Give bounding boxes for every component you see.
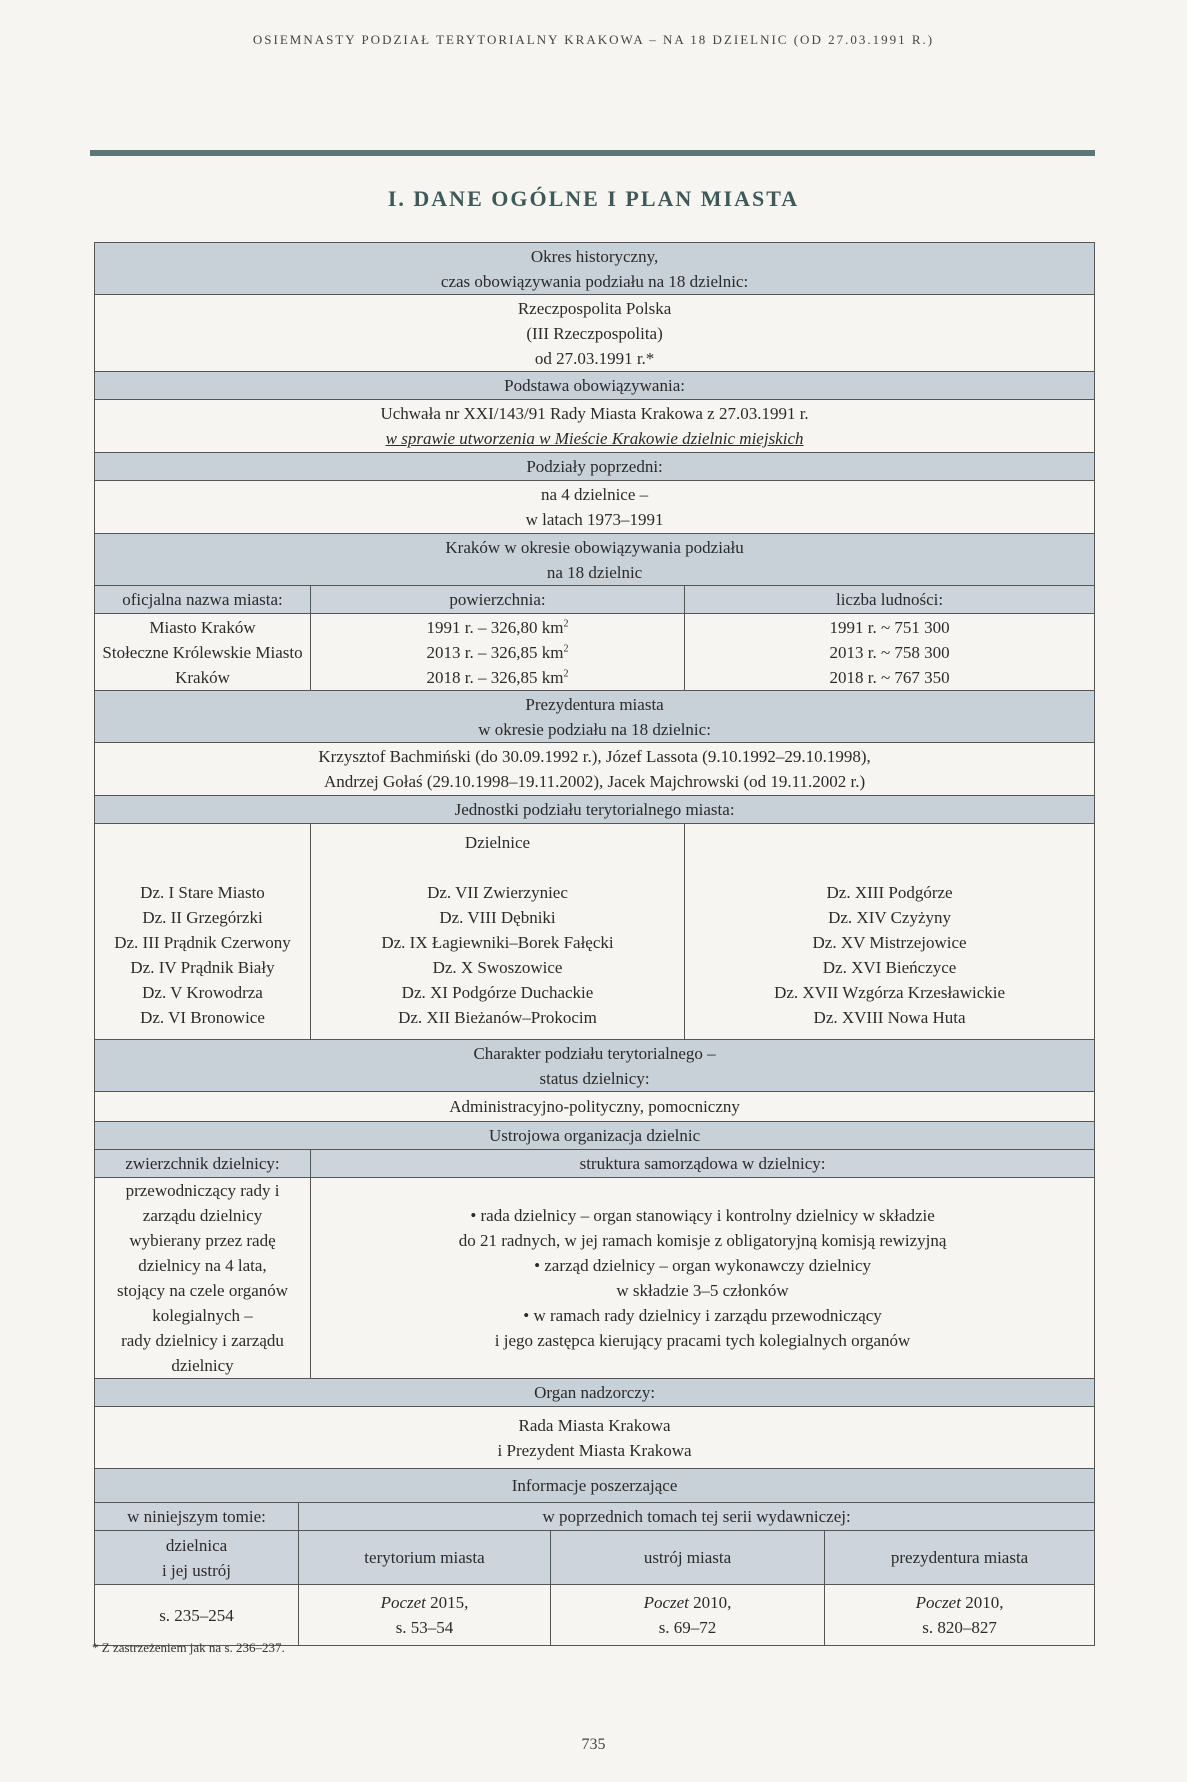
prezydentura-value: Krzysztof Bachmiński (do 30.09.1992 r.), Józef Lassota (9.10.1992–29.10.1998), Andrzej Gołaś (29.10.1998–19.11.2002), Jacek Majchrowski (od 19.11.2002 r.) (95, 743, 1095, 796)
krakow-name-header: oficjalna nazwa miasta: (95, 586, 311, 614)
list-item: Dz. XI Podgórze Duchackie (401, 983, 594, 1002)
list-item: Dz. VI Bronowice (140, 1008, 265, 1027)
prezydentura-tom-header: prezydentura miasta (825, 1531, 1095, 1585)
ustroj-value: Poczet 2010, s. 69–72 (551, 1585, 825, 1646)
podstawa-value: Uchwała nr XXI/143/91 Rady Miasta Krakowa z 27.03.1991 r. w sprawie utworzenia w Mieście Krakowie dzielnic miejskich (95, 400, 1095, 453)
podzialy-header: Podziały poprzedni: (95, 453, 1095, 481)
list-item: Dz. XIII Podgórze (826, 883, 953, 902)
krakow-area-value: 1991 r. – 326,80 $km^2$ 2013 r. – 326,85 $km^2$ 2018 r. – 326,85 $km^2$ (311, 614, 685, 691)
charakter-value: Administracyjno-polityczny, pomocniczny (95, 1092, 1095, 1122)
list-item: Dz. V Krowodrza (142, 983, 263, 1002)
zwierzchnik-value: przewodniczący rady i zarządu dzielnicy wybierany przez radę dzielnicy na 4 lata, stojący na czele organów kolegialnych – rady dzielnicy i zarządu dzielnicy (95, 1178, 311, 1379)
list-item: Dz. III Prądnik Czerwony (114, 933, 291, 952)
list-item: Dz. XIV Czyżyny (828, 908, 952, 927)
list-item: Dz. XVIII Nowa Huta (813, 1008, 966, 1027)
list-item: Dz. XVII Wzgórza Krzesławickie (774, 983, 1006, 1002)
jednostki-header: Jednostki podziału terytorialnego miasta: (95, 796, 1095, 824)
dzielnica-ustroj-value: s. 235–254 (95, 1585, 299, 1646)
list-item: Dz. XII Bieżanów–Prokocim (398, 1008, 597, 1027)
krakow-header: Kraków w okresie obowiązywania podziału na 18 dzielnic (95, 534, 1095, 586)
ustroj-header: ustrój miasta (551, 1531, 825, 1585)
jednostki-col3 (685, 824, 1095, 1040)
krakow-pop-header: liczba ludności: (685, 586, 1095, 614)
prezydentura-header: Prezydentura miasta w okresie podziału na 18 dzielnic: (95, 691, 1095, 743)
organ-value: Rada Miasta Krakowa i Prezydent Miasta Krakowa (95, 1407, 1095, 1469)
terytorium-value: Poczet 2015, s. 53–54 (299, 1585, 551, 1646)
informacje-header: Informacje poszerzające (95, 1469, 1095, 1503)
dzielnica-ustroj-header: dzielnica i jej ustrój (95, 1531, 299, 1585)
jednostki-col1 (95, 824, 311, 1040)
podstawa-header: Podstawa obowiązywania: (95, 372, 1095, 400)
charakter-header: Charakter podziału terytorialnego – status dzielnicy: (95, 1040, 1095, 1092)
podzialy-value: na 4 dzielnice – w latach 1973–1991 (95, 481, 1095, 534)
krakow-pop-value: 1991 r. ~ 751 300 2013 r. ~ 758 300 2018 r. ~ 767 350 (685, 614, 1095, 691)
struktura-value: • rada dzielnicy – organ stanowiący i kontrolny dzielnicy w składzie do 21 radnych, w jej ramach komisje z obligatoryjną komisją rewizyjną • zarząd dzielnicy – organ wykonawczy dzielnicy w składzie 3–5 członków • w ramach rady dzielnicy i zarządu przewodniczący i jego zastępca kierujący pracami tych kolegialnych organów (311, 1178, 1095, 1379)
list-item: Dz. VIII Dębniki (439, 908, 556, 927)
zwierzchnik-header: zwierzchnik dzielnicy: (95, 1150, 311, 1178)
prezydentura-tom-value: Poczet 2010, s. 820–827 (825, 1585, 1095, 1646)
list-item: Dz. IX Łagiewniki–Borek Fałęcki (381, 933, 614, 952)
niniejszy-tom-header: w niniejszym tomie: (95, 1503, 299, 1531)
krakow-name-value: Miasto Kraków Stołeczne Królewskie Miasto Kraków (95, 614, 311, 691)
list-item: Dz. VII Zwierzyniec (427, 883, 568, 902)
list-item: Dz. X Swoszowice (432, 958, 563, 977)
header-rule (90, 150, 1095, 156)
okres-header: Okres historyczny, czas obowiązywania podziału na 18 dzielnic: (95, 243, 1095, 295)
struktura-header: struktura samorządowa w dzielnicy: (311, 1150, 1095, 1178)
list-item: Dz. XV Mistrzejowice (812, 933, 967, 952)
list-item: Dz. II Grzegórzki (142, 908, 263, 927)
jednostki-col2 (311, 824, 685, 1040)
running-header: OSIEMNASTY PODZIAŁ TERYTORIALNY KRAKOWA – NA 18 DZIELNIC (OD 27.03.1991 R.) (252, 32, 935, 47)
krakow-area-header: powierzchnia: (311, 586, 685, 614)
section-title: I. DANE OGÓLNE I PLAN MIASTA (387, 186, 800, 211)
okres-value: Rzeczpospolita Polska (III Rzeczpospolita) od 27.03.1991 r.* (95, 295, 1095, 372)
ustrojowa-header: Ustrojowa organizacja dzielnic (95, 1122, 1095, 1150)
info-table (94, 242, 1095, 1646)
list-item: Dz. IV Prądnik Biały (130, 958, 275, 977)
list-item: Dz. I Stare Miasto (140, 883, 265, 902)
footnote: * Z zastrzeżeniem jak na s. 236–237. (92, 1640, 285, 1655)
organ-header: Organ nadzorczy: (95, 1379, 1095, 1407)
list-item: Dz. XVI Bieńczyce (822, 958, 957, 977)
poprzednie-tomy-header: w poprzednich tomach tej serii wydawniczej: (299, 1503, 1095, 1531)
dzielnice-label: Dzielnice (464, 833, 531, 852)
terytorium-header: terytorium miasta (299, 1531, 551, 1585)
page-number: 735 (581, 1736, 606, 1753)
